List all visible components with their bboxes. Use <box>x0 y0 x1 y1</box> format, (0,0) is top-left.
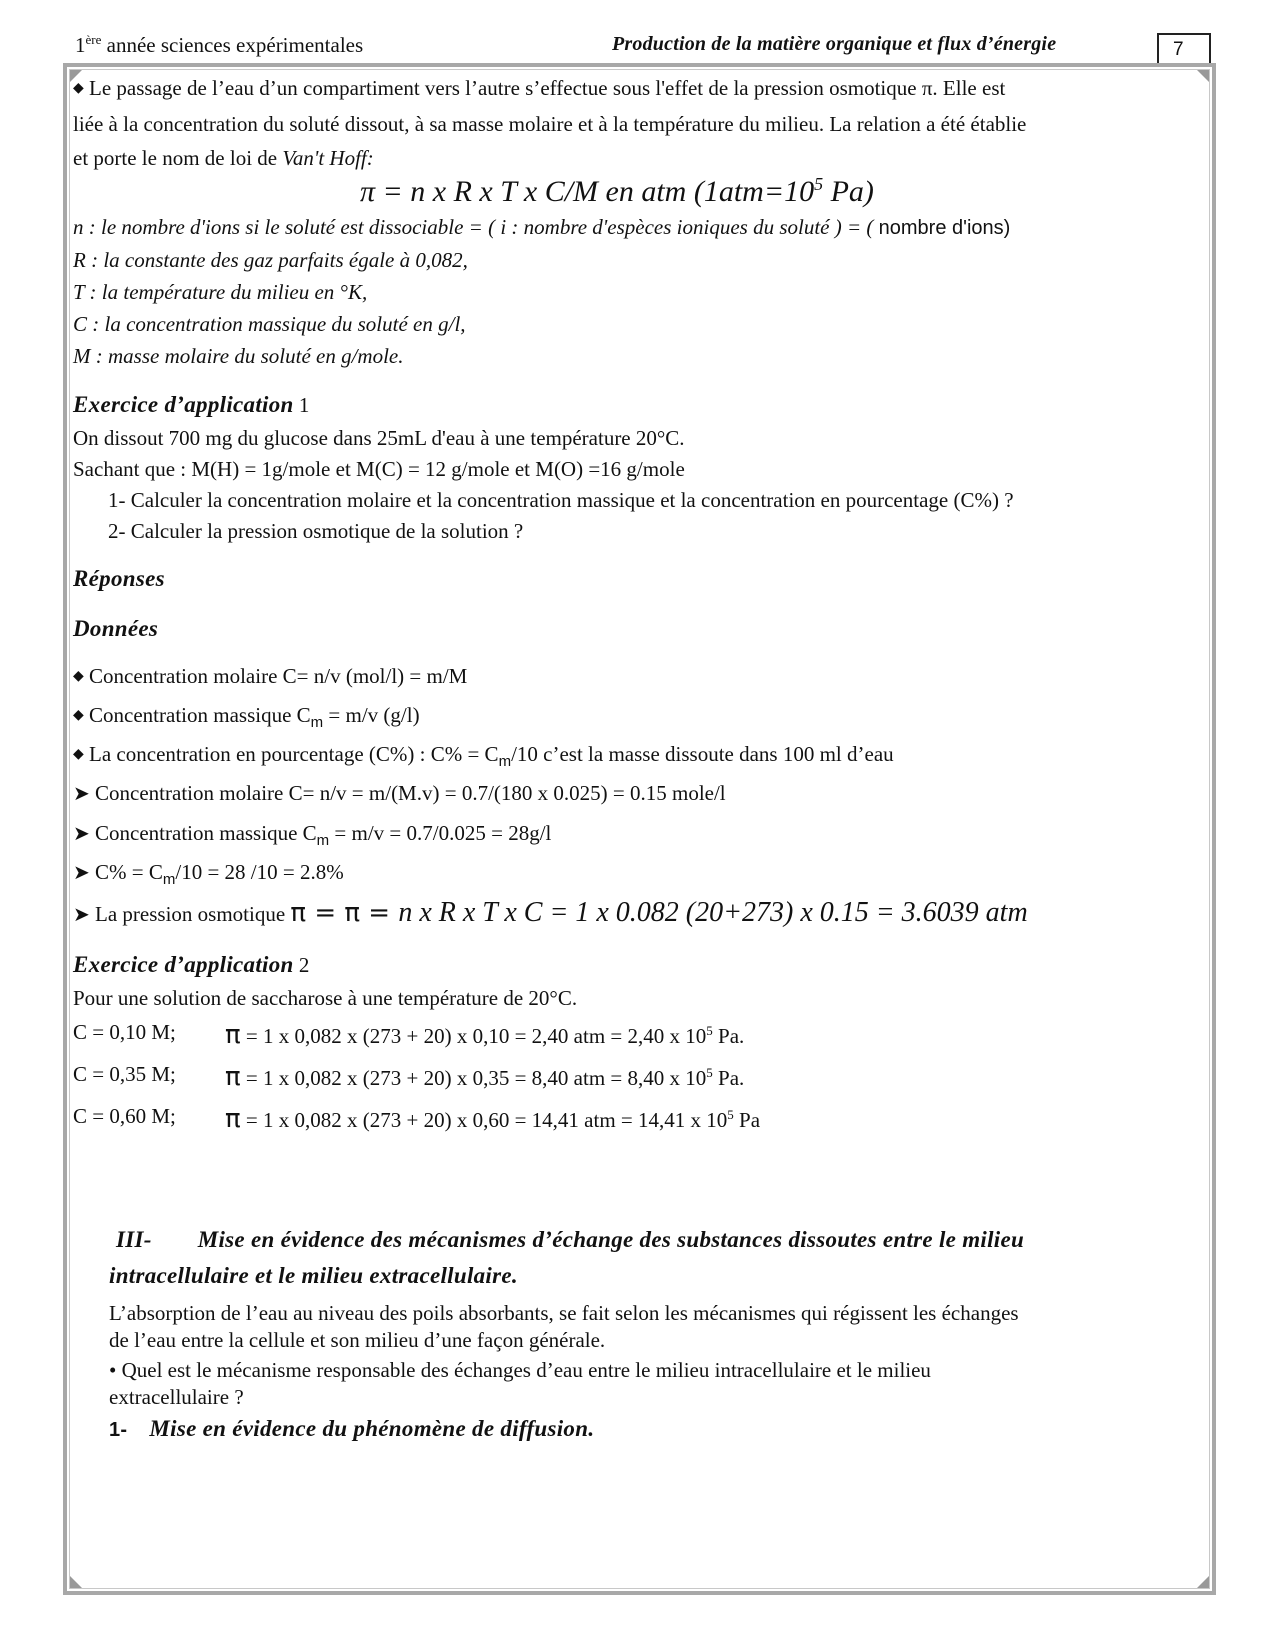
level-num: 1 <box>75 33 86 57</box>
subsection-1-num: 1- <box>109 1419 128 1441</box>
def-n <box>73 215 1010 240</box>
formula-end: Pa) <box>823 175 874 208</box>
header-level <box>75 32 363 58</box>
row-concentration: C = 0,60 M; <box>73 1104 176 1128</box>
page-number: 7 <box>1157 33 1211 63</box>
section-3-title-line-2: intracellulaire et le milieu extracellulaire. <box>109 1263 518 1288</box>
subsection-1-text: Mise en évidence du phénomène de diffusion. <box>149 1416 595 1441</box>
formula-main: π = n x R x T x C/M en atm (1atm=10 <box>360 175 815 208</box>
intro-line-3 <box>73 146 374 171</box>
result-mass-text: Concentration massique C <box>95 821 317 845</box>
def-n-text: n : le nombre d'ions si le soluté est dissociable = ( i : nombre d'espèces ioniques du soluté ) = ( <box>73 215 879 239</box>
formula-molar-text: Concentration molaire C= n/v (mol/l) = m/M <box>89 664 468 688</box>
formula-percent-text: La concentration en pourcentage (C%) : C% = C <box>89 742 499 766</box>
subsection-1-title <box>109 1416 594 1442</box>
subscript: m <box>310 714 324 732</box>
result-mass-tail: = m/v = 0.7/0.025 = 28g/l <box>329 821 552 845</box>
pi-symbol: π <box>225 1104 241 1134</box>
level-sup: ère <box>85 32 102 47</box>
subscript: m <box>498 753 512 771</box>
row-exp: 5 <box>706 1023 713 1038</box>
result-percent-text: C% = C <box>95 860 163 884</box>
arrow-bullet-icon: ➤ <box>73 862 90 884</box>
corner-ornament <box>70 1576 82 1588</box>
formula-exp: 5 <box>814 174 824 194</box>
section-3-title-line-1 <box>116 1227 1024 1253</box>
section-3-para-2a: • Quel est le mécanisme responsable des échanges d’eau entre le milieu intracellulaire et le milieu <box>109 1358 931 1382</box>
section-3-para-1a: L’absorption de l’eau au niveau des poils absorbants, se fait selon les mécanismes qui régissent les échanges <box>109 1301 1019 1325</box>
arrow-bullet-icon: ➤ <box>73 904 90 926</box>
result-osmotic-label: La pression osmotique <box>95 902 291 926</box>
section-3-num: III- <box>116 1227 152 1252</box>
pi-symbol: π <box>225 1062 241 1092</box>
formula-percent <box>73 742 894 770</box>
pi-symbols: π = π = <box>290 898 399 928</box>
intro-line-2: liée à la concentration du soluté dissout, à sa masse molaire et à la température du milieu. La relation a été établie <box>73 112 1027 136</box>
result-osmotic <box>73 897 1028 929</box>
result-molar <box>73 781 726 806</box>
result-mass <box>73 821 551 849</box>
formula-mass-tail: = m/v (g/l) <box>323 703 420 727</box>
responses-title: Réponses <box>73 566 165 591</box>
exercise-2-label: Exercice d’application <box>73 952 294 977</box>
exercise-2-num: 2 <box>293 953 310 977</box>
section-3-para-1b: de l’eau entre la cellule et son milieu d’une façon générale. <box>109 1328 606 1352</box>
formula-percent-tail: /10 c’est la masse dissoute dans 100 ml d’eau <box>511 742 894 766</box>
pi-symbol: π <box>225 1020 241 1050</box>
exercise-2-row <box>0 1104 1275 1134</box>
row-unit: Pa. <box>712 1066 745 1090</box>
result-percent <box>73 860 344 888</box>
def-t: T : la température du milieu en °K, <box>73 280 368 304</box>
exercise-1-question-2: 2- Calculer la pression osmotique de la solution ? <box>108 519 524 543</box>
exercise-2-row <box>0 1062 1275 1092</box>
exercise-2-title <box>73 952 309 978</box>
diamond-bullet-icon: ◆ <box>73 81 84 96</box>
formula-mass <box>73 703 420 731</box>
def-m: M : masse molaire du soluté en g/mole. <box>73 344 404 368</box>
corner-ornament <box>1197 70 1209 82</box>
row-unit: Pa. <box>712 1024 745 1048</box>
result-percent-tail: /10 = 28 /10 = 2.8% <box>175 860 344 884</box>
def-r: R : la constante des gaz parfaits égale à 0,082, <box>73 248 468 272</box>
intro-line-1 <box>73 76 1005 101</box>
level-text: année sciences expérimentales <box>101 33 364 57</box>
diamond-bullet-icon: ◆ <box>73 669 84 684</box>
exercise-1-num: 1 <box>293 393 310 417</box>
formula-mass-text: Concentration massique C <box>89 703 311 727</box>
row-calculation <box>225 1104 760 1134</box>
data-title: Données <box>73 616 159 641</box>
exercise-1-title <box>73 392 309 418</box>
exercise-1-label: Exercice d’application <box>73 392 294 417</box>
row-exp: 5 <box>706 1065 713 1080</box>
exercise-2-row <box>0 1020 1275 1050</box>
section-3-para-2b: extracellulaire ? <box>109 1385 244 1409</box>
row-calc-text: = 1 x 0,082 x (273 + 20) x 0,60 = 14,41 atm = 14,41 x 10 <box>240 1108 728 1132</box>
diamond-bullet-icon: ◆ <box>73 747 84 762</box>
row-calc-text: = 1 x 0,082 x (273 + 20) x 0,35 = 8,40 atm = 8,40 x 10 <box>240 1066 707 1090</box>
header-chapter: Production de la matière organique et flux d’énergie <box>612 33 1057 55</box>
exercise-1-line-1: On dissout 700 mg du glucose dans 25mL d'eau à une température 20°C. <box>73 426 685 450</box>
vant-hoff: Van't Hoff: <box>282 146 374 170</box>
section-3-title-text: Mise en évidence des mécanismes d’échange des substances dissoutes entre le milieu <box>197 1227 1025 1252</box>
def-n-tail: nombre d'ions) <box>878 217 1011 239</box>
corner-ornament <box>1197 1576 1209 1588</box>
arrow-bullet-icon: ➤ <box>73 783 90 805</box>
intro-text-3: et porte le nom de loi de <box>73 146 283 170</box>
result-osmotic-formula: n x R x T x C = 1 x 0.082 (20+273) x 0.15 = 3.6039 atm <box>398 897 1028 928</box>
arrow-bullet-icon: ➤ <box>73 823 90 845</box>
row-calculation <box>225 1020 744 1050</box>
diamond-bullet-icon: ◆ <box>73 708 84 723</box>
subscript: m <box>316 832 330 850</box>
row-concentration: C = 0,10 M; <box>73 1020 176 1044</box>
row-calc-text: = 1 x 0,082 x (273 + 20) x 0,10 = 2,40 atm = 2,40 x 10 <box>240 1024 707 1048</box>
exercise-1-line-2: Sachant que : M(H) = 1g/mole et M(C) = 12 g/mole et M(O) =16 g/mole <box>73 457 685 481</box>
row-calculation <box>225 1062 744 1092</box>
row-exp: 5 <box>727 1107 734 1122</box>
exercise-2-intro: Pour une solution de saccharose à une température de 20°C. <box>73 986 578 1010</box>
osmotic-formula <box>360 174 874 209</box>
row-concentration: C = 0,35 M; <box>73 1062 176 1086</box>
result-molar-text: Concentration molaire C= n/v = m/(M.v) = 0.7/(180 x 0.025) = 0.15 mole/l <box>95 781 726 805</box>
row-unit: Pa <box>733 1108 761 1132</box>
exercise-1-question-1: 1- Calculer la concentration molaire et la concentration massique et la concentration en pourcentage (C%) ? <box>108 488 1014 512</box>
formula-molar <box>73 664 467 689</box>
def-c: C : la concentration massique du soluté en g/l, <box>73 312 466 336</box>
intro-text-1: Le passage de l’eau d’un compartiment vers l’autre s’effectue sous l'effet de la pression osmotique π. Elle est <box>89 76 1006 100</box>
subscript: m <box>162 871 176 889</box>
